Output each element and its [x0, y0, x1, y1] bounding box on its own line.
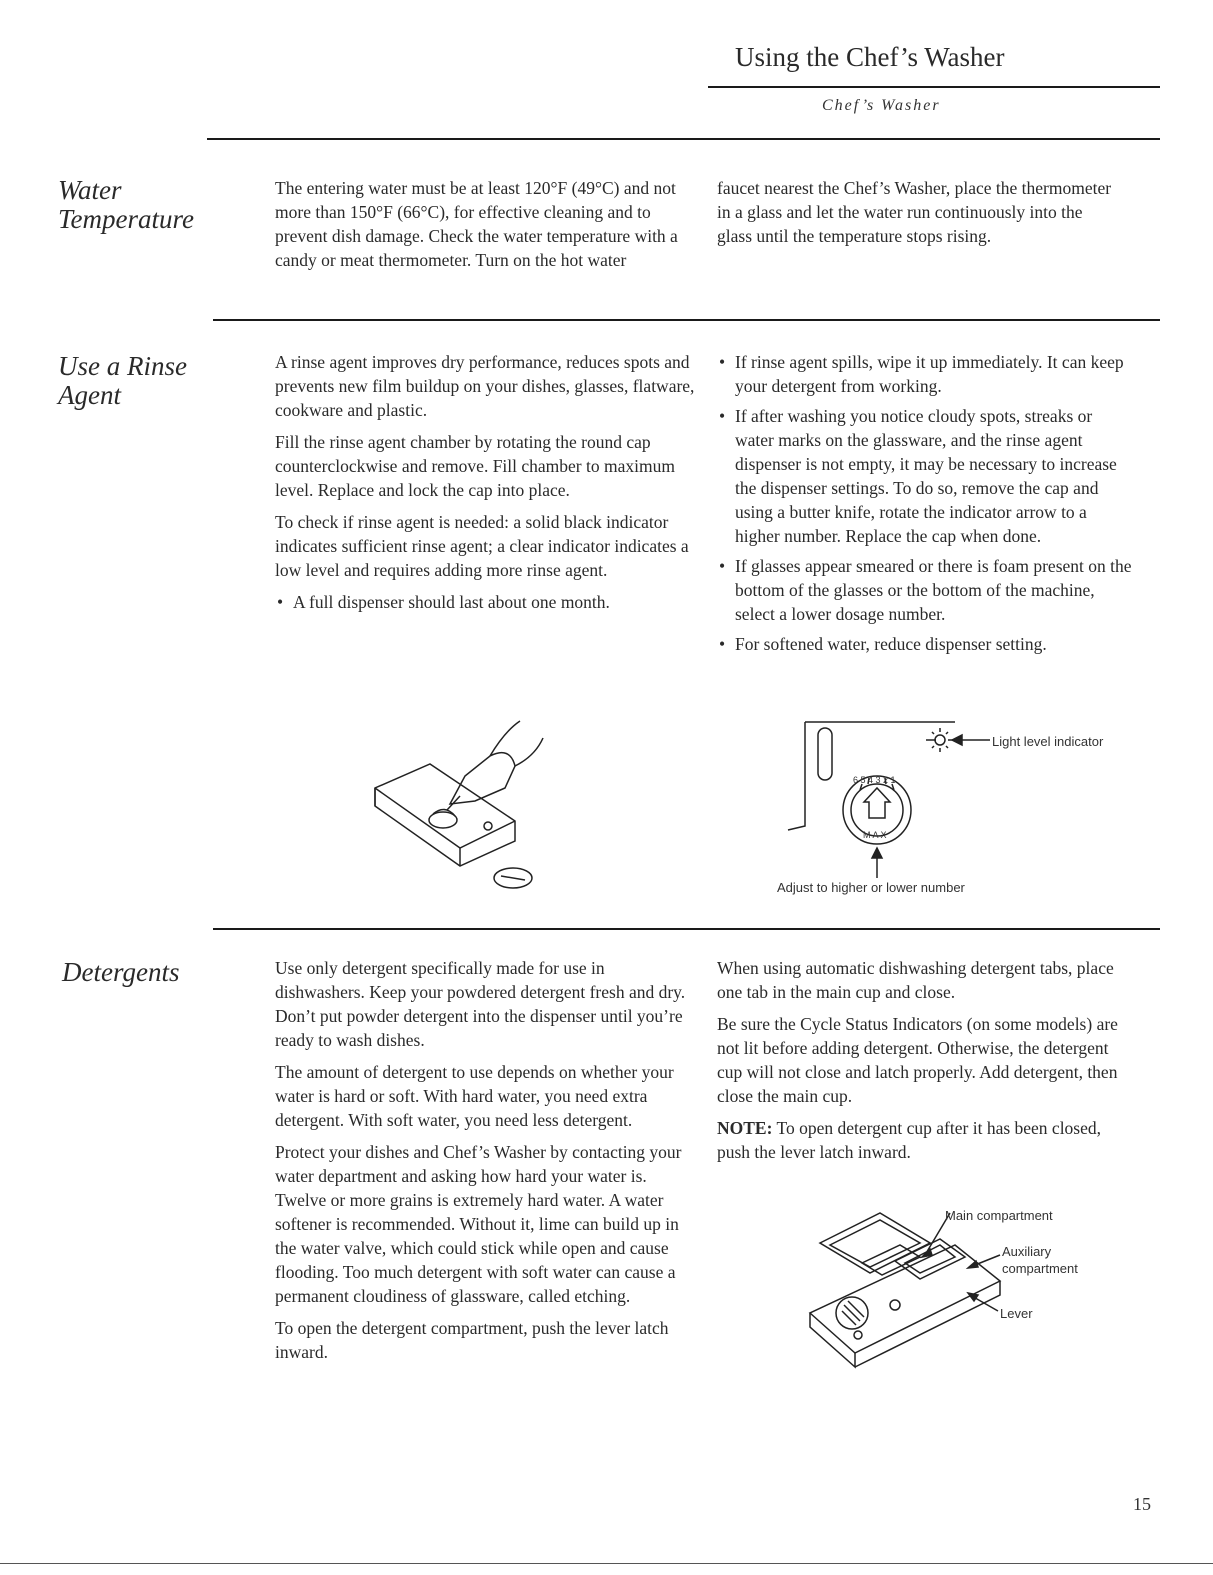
heading-line: Detergents — [62, 957, 180, 987]
auxiliary-label: Auxiliary — [1002, 1244, 1052, 1259]
header-rule — [708, 86, 1160, 88]
paragraph: When using automatic dishwashing detergent tabs, place one tab in the main cup and close. — [717, 958, 1114, 1002]
compartment-label: compartment — [1002, 1261, 1078, 1276]
dial-number-ring: 6 5 4 3 2 1 — [853, 775, 896, 785]
page-subtitle: Chef’s Washer — [822, 97, 941, 114]
list-item: • For softened water, reduce dispenser setting. — [717, 632, 1135, 656]
light-level-label: Light level indicator — [992, 734, 1104, 749]
bullet-list — [275, 590, 695, 614]
page-title: Using the Chef’s Washer — [735, 42, 1005, 72]
water-col-1 — [275, 176, 687, 280]
paragraph: A rinse agent improves dry performance, reduces spots and prevents new film buildup on your dishes, glasses, flatware, cookware and plastic. — [275, 352, 695, 420]
heading-line: Water — [58, 175, 122, 205]
paragraph: Be sure the Cycle Status Indicators (on some models) are not lit before adding detergent. Otherwise, the detergent cup will not close and latch properly. Add detergent, then close the main cup. — [717, 1014, 1118, 1106]
paragraph: Protect your dishes and Chef’s Washer by contacting your water department and asking how hard your water is. Twelve or more grains is extremely hard water. A water softener is recommended. Without it, lime can build up in the water valve, which could stick while open and cause flooding. Too much detergent with soft water can cause a permanent cloudiness of glassware, called etching. — [275, 1142, 682, 1306]
rinse-agent-heading — [58, 352, 248, 410]
section-rule — [213, 928, 1160, 930]
paragraph: To open the detergent compartment, push the lever latch inward. — [275, 1318, 669, 1362]
detergents-col-2 — [717, 956, 1137, 1172]
detergents-heading — [62, 958, 252, 987]
water-col-2 — [717, 176, 1117, 256]
section-rule — [213, 319, 1160, 321]
rinse-col-1 — [275, 350, 695, 620]
detergents-col-1 — [275, 956, 695, 1372]
paragraph: faucet nearest the Chef’s Washer, place the thermometer in a glass and let the water run continuously into the glass until the temperature stops rising. — [717, 178, 1112, 246]
paragraph: The entering water must be at least 120°F (49°C) and not more than 150°F (66°C), for effective cleaning and to prevent dish damage. Check the water temperature with a candy or meat thermometer. Turn on the hot water — [275, 178, 678, 270]
note-paragraph — [717, 1116, 1137, 1164]
section-rule-top — [207, 138, 1160, 140]
footer-rule — [0, 1563, 1213, 1564]
dial-max-label: M A X — [863, 830, 887, 840]
adjust-label: Adjust to higher or lower number — [777, 880, 965, 895]
main-compartment-label: Main compartment — [945, 1208, 1053, 1223]
note-text: To open detergent cup after it has been closed, push the lever latch inward. — [717, 1118, 1102, 1162]
bullet-list — [717, 350, 1135, 656]
rinse-dispenser-diagram — [770, 718, 1150, 898]
detergent-dispenser-outline — [800, 1205, 1100, 1370]
list-item: • A full dispenser should last about one month. — [275, 590, 695, 614]
list-item: • If glasses appear smeared or there is foam present on the bottom of the glasses or the bottom of the machine, select a lower dosage number. — [717, 554, 1135, 626]
water-temperature-heading — [58, 176, 248, 234]
lever-label: Lever — [1000, 1306, 1033, 1321]
paragraph: The amount of detergent to use depends on whether your water is hard or soft. With hard water, you need extra detergent. With soft water, you need less detergent. — [275, 1062, 674, 1130]
rinse-fill-illustration — [365, 716, 565, 896]
heading-line: Temperature — [58, 204, 195, 234]
page-number: 15 — [1133, 1494, 1151, 1514]
paragraph: To check if rinse agent is needed: a solid black indicator indicates sufficient rinse agent; a clear indicator indicates a low level and requires adding more rinse agent. — [275, 512, 689, 580]
list-item: • If rinse agent spills, wipe it up immediately. It can keep your detergent from working. — [717, 350, 1135, 398]
heading-line: Use a Rinse — [58, 351, 187, 381]
note-label: NOTE: — [717, 1118, 773, 1138]
paragraph: Fill the rinse agent chamber by rotating the round cap counterclockwise and remove. Fill chamber to maximum level. Replace and lock the cap into place. — [275, 432, 675, 500]
paragraph: Use only detergent specifically made for use in dishwashers. Keep your powdered detergent fresh and dry. Don’t put powder detergent into the dispenser until you’re ready to wash dishes. — [275, 958, 686, 1050]
rinse-col-2 — [717, 350, 1135, 662]
list-item: • If after washing you notice cloudy spots, streaks or water marks on the glassware, and the rinse agent dispenser is not empty, it may be necessary to increase the dispenser settings. To do so, remove the cap and using a butter knife, rotate the indicator arrow to a higher number. Replace the cap when done. — [717, 404, 1135, 548]
detergent-dispenser-diagram — [800, 1205, 1100, 1370]
heading-line: Agent — [58, 380, 121, 410]
